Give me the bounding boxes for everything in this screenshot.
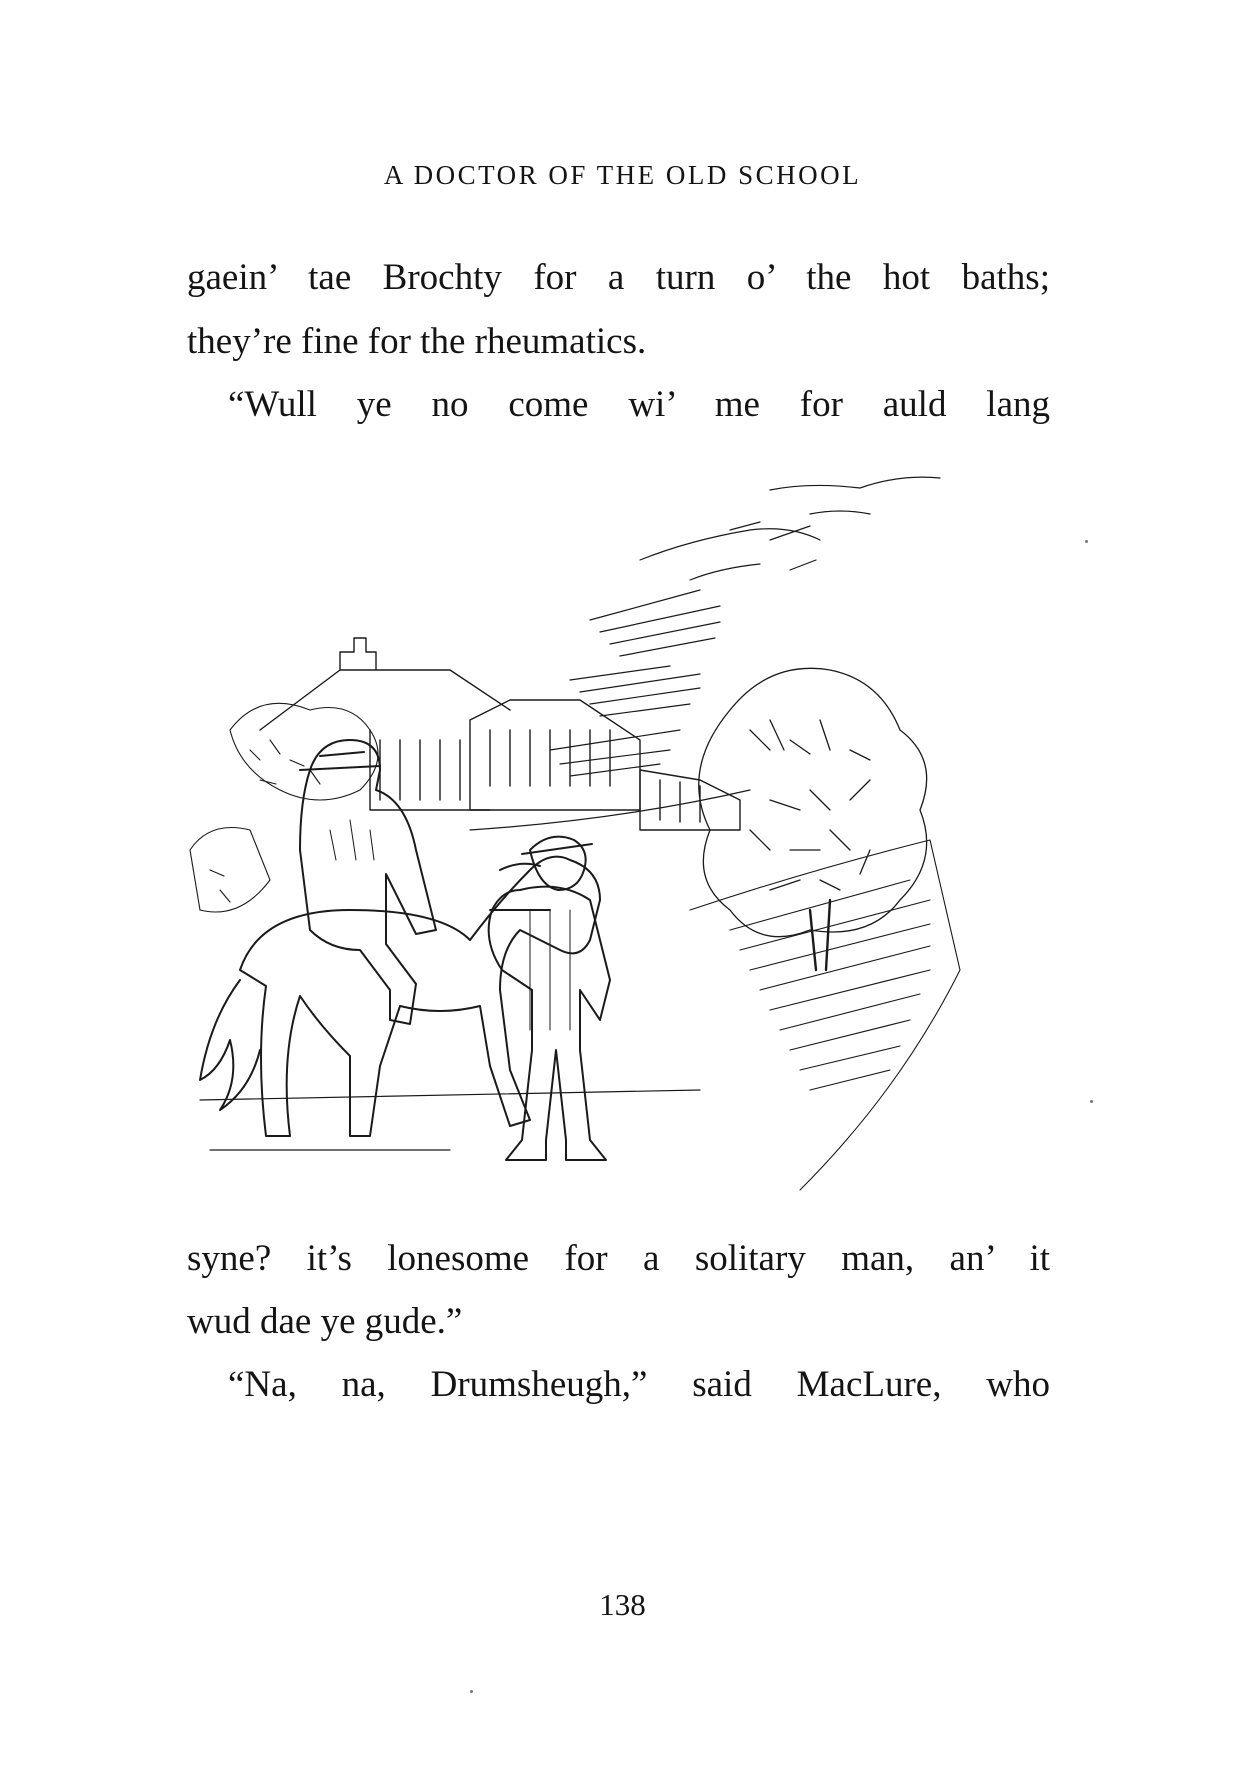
illustration-horse-rider-village-road xyxy=(170,470,1075,1350)
paper-speck xyxy=(470,1690,473,1693)
text-line: wud dae ye gude.” xyxy=(187,1301,463,1342)
text-line: “Na, na, Drumsheugh,” said MacLure, who xyxy=(228,1364,1050,1405)
tree xyxy=(699,668,927,970)
page-number: 138 xyxy=(599,1587,646,1622)
paper-speck xyxy=(1085,540,1088,543)
paper-speck xyxy=(1090,1100,1093,1103)
running-head: A DOCTOR OF THE OLD SCHOOL xyxy=(383,160,862,190)
road xyxy=(200,790,750,1150)
bushes xyxy=(190,703,378,912)
text-line: “Wull ye no come wi’ me for auld lang xyxy=(228,384,1050,425)
text-line: they’re fine for the rheumatics. xyxy=(187,321,647,362)
horse xyxy=(200,857,600,1136)
rider xyxy=(300,740,436,1024)
text-line: gaein’ tae Brochty for a turn o’ the hot baths; xyxy=(187,257,1050,298)
standing-man xyxy=(489,837,610,1160)
hillside xyxy=(690,840,960,1190)
sky-hatching xyxy=(550,477,940,776)
text-line: syne? it’s lonesome for a solitary man, an’ it xyxy=(187,1238,1050,1279)
